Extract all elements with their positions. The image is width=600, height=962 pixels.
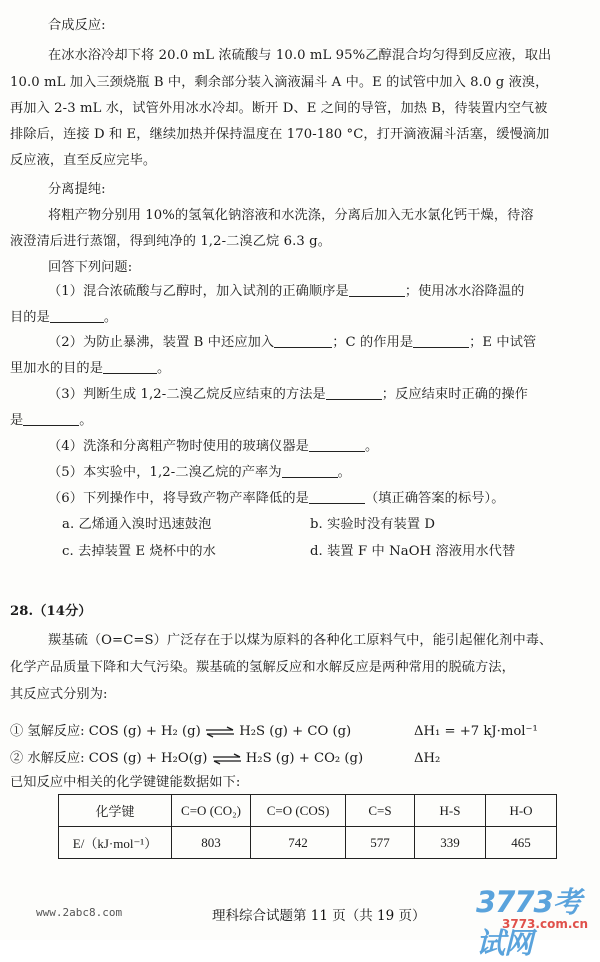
- question-28-intro-line-3: 其反应式分别为:: [10, 687, 108, 702]
- separation-line-2: 液澄清后进行蒸馏，得到纯净的 1,2-二溴乙烷 6.3 g。: [10, 234, 331, 249]
- answer-blank[interactable]: [309, 437, 365, 452]
- question-3-text-b: ；反应结束时正确的操作: [381, 387, 528, 402]
- question-3-text-c: 是: [10, 413, 24, 428]
- table-cell: 803: [172, 827, 251, 859]
- table-header-cell: 化学键: [59, 795, 172, 827]
- equation-1: [10, 721, 580, 743]
- synthesis-line-1: 在冰水浴冷却下将 20.0 mL 浓硫酸与 10.0 mL 95%乙醇混合均匀得到反应液，取出: [48, 48, 552, 63]
- table-header-cell: H-S: [415, 795, 486, 827]
- question-6-text-a: （6）下列操作中，将导致产物产率降低的是: [48, 491, 309, 506]
- equation-1-right: H₂S (g) + CO (g): [239, 724, 352, 739]
- synthesis-heading: 合成反应:: [48, 18, 106, 33]
- footer-site: www.2abc8.com: [36, 906, 123, 919]
- table-header-cell: C=O (CO₂): [172, 795, 251, 827]
- option-a: a. 乙烯通入溴时迅速鼓泡: [62, 517, 212, 532]
- table-header-row: [59, 795, 557, 827]
- table-cell: 465: [486, 827, 557, 859]
- answer-blank[interactable]: [309, 489, 365, 504]
- equation-2: [10, 748, 580, 770]
- synthesis-line-4: 排除后，连接 D 和 E，继续加热并保持温度在 170-180 °C，打开滴液漏斗活塞，缓慢滴加: [10, 127, 550, 142]
- footer-page-info: 理科综合试题第 11 页（共 19 页）: [212, 908, 426, 924]
- bond-energy-table: [58, 794, 557, 859]
- table-intro: 已知反应中相关的化学键键能数据如下:: [10, 775, 241, 790]
- question-1-line-2: 目的是 。: [10, 310, 118, 325]
- separation-heading: 分离提纯:: [48, 182, 106, 197]
- question-2-line-1: [48, 331, 580, 354]
- separation-line-1: 将粗产物分别用 10%的氢氧化钠溶液和水洗涤，分离后加入无水氯化钙干燥，待溶: [48, 208, 534, 223]
- question-2-text-c: ；E 中试管: [469, 335, 537, 350]
- answer-blank[interactable]: [413, 333, 469, 348]
- question-1-text-a: （1）混合浓硫酸与乙醇时，加入试剂的正确顺序是: [48, 284, 349, 299]
- answer-blank[interactable]: [274, 333, 332, 348]
- question-2-text-d: 里加水的目的是: [10, 361, 104, 376]
- question-4-text: （4）洗涤和分离粗产物时使用的玻璃仪器是: [48, 439, 309, 454]
- table-header-cell: C=O (COS): [251, 795, 346, 827]
- question-3-text-a: （3）判断生成 1,2-二溴乙烷反应结束的方法是: [48, 387, 326, 402]
- equation-2-left: ② 水解反应: COS (g) + H₂O(g): [10, 751, 208, 766]
- question-5-text: （5）本实验中，1,2-二溴乙烷的产率为: [48, 465, 282, 480]
- watermark-logo: [472, 880, 597, 960]
- question-4: （4）洗涤和分离粗产物时使用的玻璃仪器是 。: [48, 439, 379, 454]
- question-5: （5）本实验中，1,2-二溴乙烷的产率为 。: [48, 465, 351, 480]
- options-row-2: [62, 540, 580, 563]
- question-28-intro-line-1: 羰基硫（O=C=S）广泛存在于以煤为原料的各种化工原料气中，能引起催化剂中毒、: [48, 633, 553, 648]
- question-1-text-b: ；使用冰水浴降温的: [404, 284, 525, 299]
- answer-blank[interactable]: [349, 282, 405, 297]
- answer-blank[interactable]: [23, 411, 79, 426]
- equilibrium-arrow-icon: [212, 753, 242, 765]
- equation-2-right: H₂S (g) + CO₂ (g): [245, 751, 364, 766]
- synthesis-line-3: 再加入 2-3 mL 水，试管外用冰水冷却。断开 D、E 之间的导管，加热 B，待装置内空气被: [10, 101, 548, 116]
- question-2-line-2: 里加水的目的是 。: [10, 361, 171, 376]
- option-c: c. 去掉装置 E 烧杯中的水: [62, 544, 216, 559]
- question-3-line-2: 是 。: [10, 413, 93, 428]
- answer-blank[interactable]: [50, 308, 104, 323]
- question-2-text-b: ；C 的作用是: [332, 335, 414, 350]
- table-cell: 577: [346, 827, 415, 859]
- table-cell: 339: [415, 827, 486, 859]
- table-cell: 742: [251, 827, 346, 859]
- watermark-logo-url: 3773.com.cn: [502, 917, 589, 931]
- equation-1-enthalpy: ΔH₁ = +7 kJ·mol⁻¹: [414, 724, 538, 739]
- question-28-header: 28.（14分）: [10, 604, 92, 619]
- equation-2-enthalpy: ΔH₂: [414, 751, 441, 766]
- synthesis-line-5: 反应液，直至反应完毕。: [10, 153, 157, 168]
- answer-blank[interactable]: [282, 463, 338, 478]
- answer-blank[interactable]: [326, 385, 382, 400]
- answer-prompt: 回答下列问题:: [48, 260, 133, 275]
- table-row: [59, 827, 557, 859]
- options-row-1: [62, 513, 580, 536]
- synthesis-line-2: 10.0 mL 加入三颈烧瓶 B 中，剩余部分装入滴液漏斗 A 中。E 的试管中加入 8.0 g 液溴，: [10, 75, 549, 90]
- question-6: [48, 487, 580, 510]
- table-row-label: E/（kJ·mol⁻¹）: [59, 827, 172, 859]
- question-2-text-a: （2）为防止暴沸，装置 B 中还应加入: [48, 335, 275, 350]
- question-28-intro-line-2: 化学产品质量下降和大气污染。羰基硫的氢解反应和水解反应是两种常用的脱硫方法，: [10, 660, 515, 675]
- option-d: d. 装置 F 中 NaOH 溶液用水代替: [310, 544, 516, 559]
- option-b: b. 实验时没有装置 D: [310, 517, 436, 532]
- question-6-text-b: （填正确答案的标号）。: [364, 491, 505, 506]
- table-header-cell: H-O: [486, 795, 557, 827]
- equilibrium-arrow-icon: [205, 726, 235, 738]
- question-1-line-1: [48, 280, 580, 303]
- equation-1-left: ① 氢解反应: COS (g) + H₂ (g): [10, 724, 201, 739]
- table-header-cell: C=S: [346, 795, 415, 827]
- question-1-text-c: 目的是: [10, 310, 50, 325]
- question-3-line-1: [48, 383, 580, 406]
- watermark-logo-text: 3773考试网: [476, 885, 581, 960]
- answer-blank[interactable]: [103, 359, 157, 374]
